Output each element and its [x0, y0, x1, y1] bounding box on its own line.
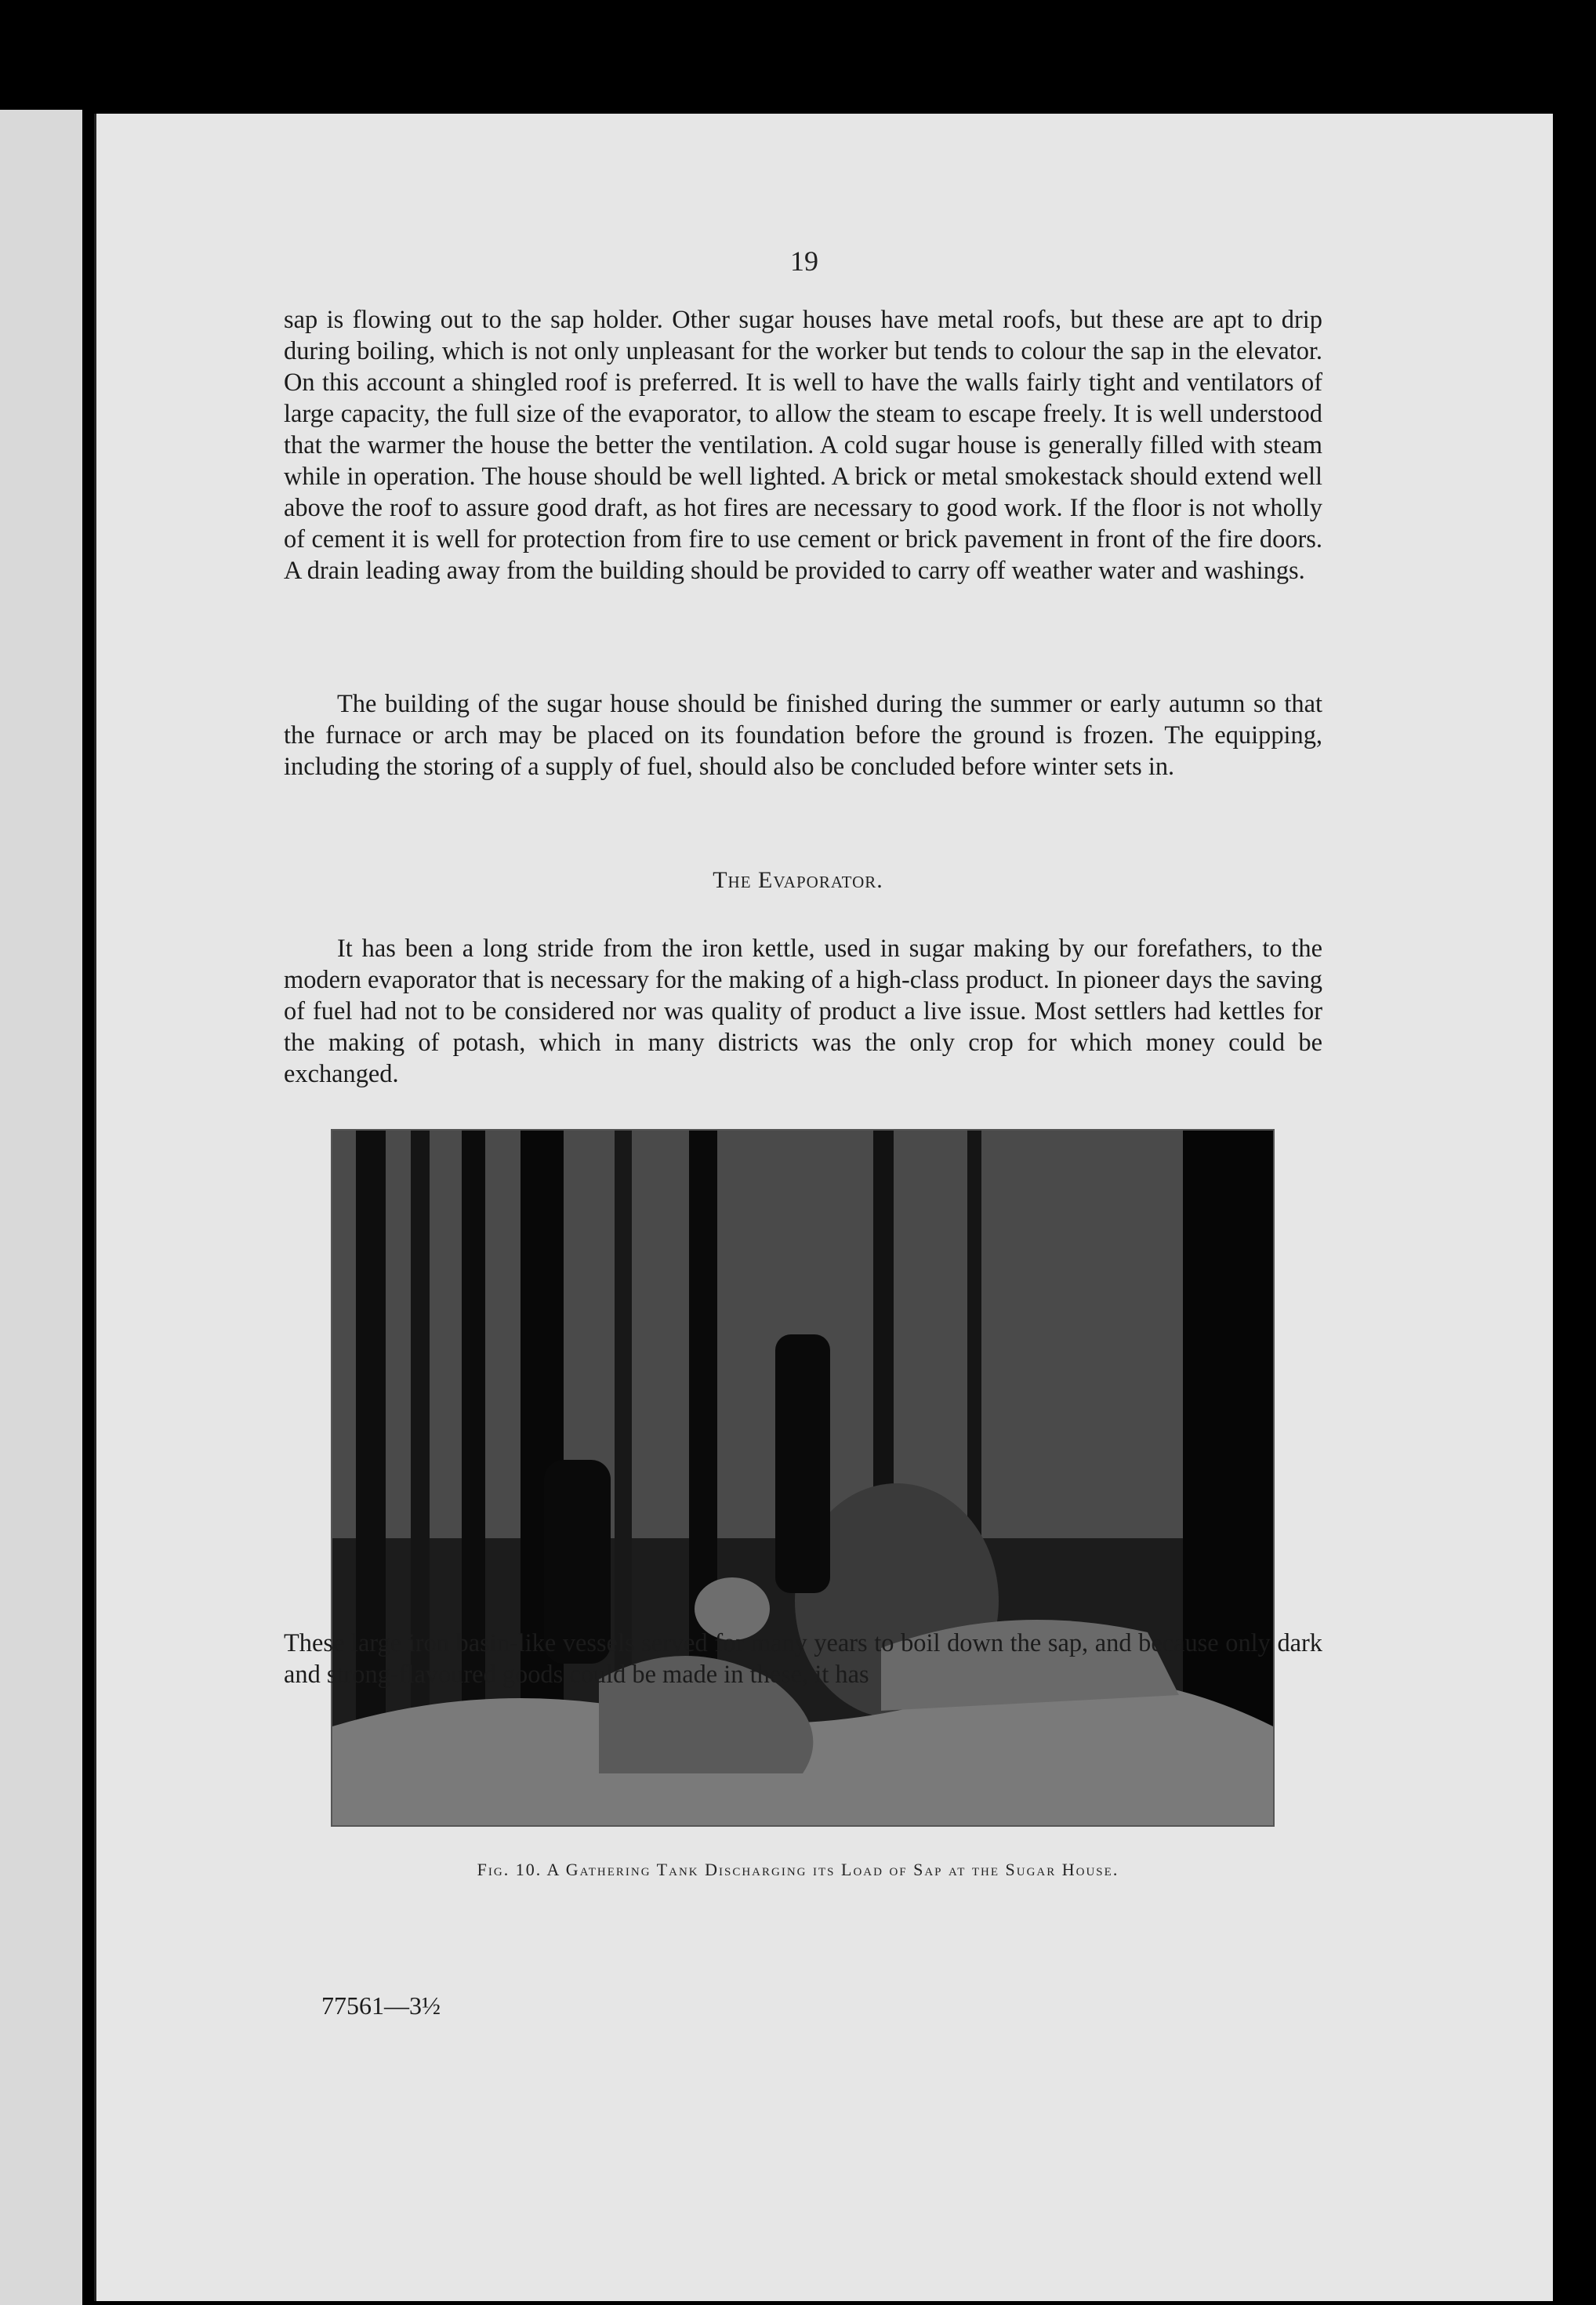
figure-caption: Fig. 10. A Gathering Tank Discharging its Load of Sap at the Sugar House.: [477, 1860, 1119, 1879]
paragraph-iron-basins: These large iron basin-like vessels served for many years to boil down the sap, and because only dark and strong-flavoured goods could be made in these, it has: [284, 1629, 1322, 1689]
paragraph-evaporator-history: It has been a long stride from the iron kettle, used in sugar making by our forefathers, to the modern evaporator that is necessary for the making of a high-class product. In pioneer days the saving of fuel had not to be considered nor was quality of product a live issue. Most settlers had kettles for the making of potash, which in many districts was the only crop for which money could be exchanged.: [284, 935, 1322, 1088]
page-number: 19: [790, 245, 818, 277]
paragraph-building-timing: The building of the sugar house should be finished during the summer or early autumn so that the furnace or arch may be placed on its foundation before the ground is frozen. The equipping, including the storing of a supply of fuel, should also be concluded before winter sets in.: [284, 690, 1322, 781]
forest-scene-illustration: [332, 1131, 1273, 1825]
section-heading: The Evaporator.: [713, 867, 883, 893]
figure-photograph: [331, 1129, 1275, 1827]
paragraph-sugar-house-roof: sap is flowing out to the sap holder. Other sugar houses have metal roofs, but these are apt to drip during boiling, which is not only unpleasant for the worker but tends to colour the sap in the elevator. On this account a shingled roof is preferred. It is well to have the walls fairly tight and ventilators of large capacity, the full size of the evaporator, to allow the steam to escape freely. It is well understood that the warmer the house the better the ventilation. A cold sugar house is generally filled with steam while in operation. The house should be well lighted. A brick or metal smokestack should extend well above the roof to assure good draft, as hot fires are necessary to good work. If the floor is not wholly of cement it is well for protection from fire to use cement or brick pavement in front of the fire doors. A drain leading away from the building should be provided to carry off weather water and washings.: [284, 306, 1322, 585]
printer-signature-code: 77561—3½: [321, 1991, 441, 2020]
adjacent-page-edge: [0, 110, 82, 2305]
